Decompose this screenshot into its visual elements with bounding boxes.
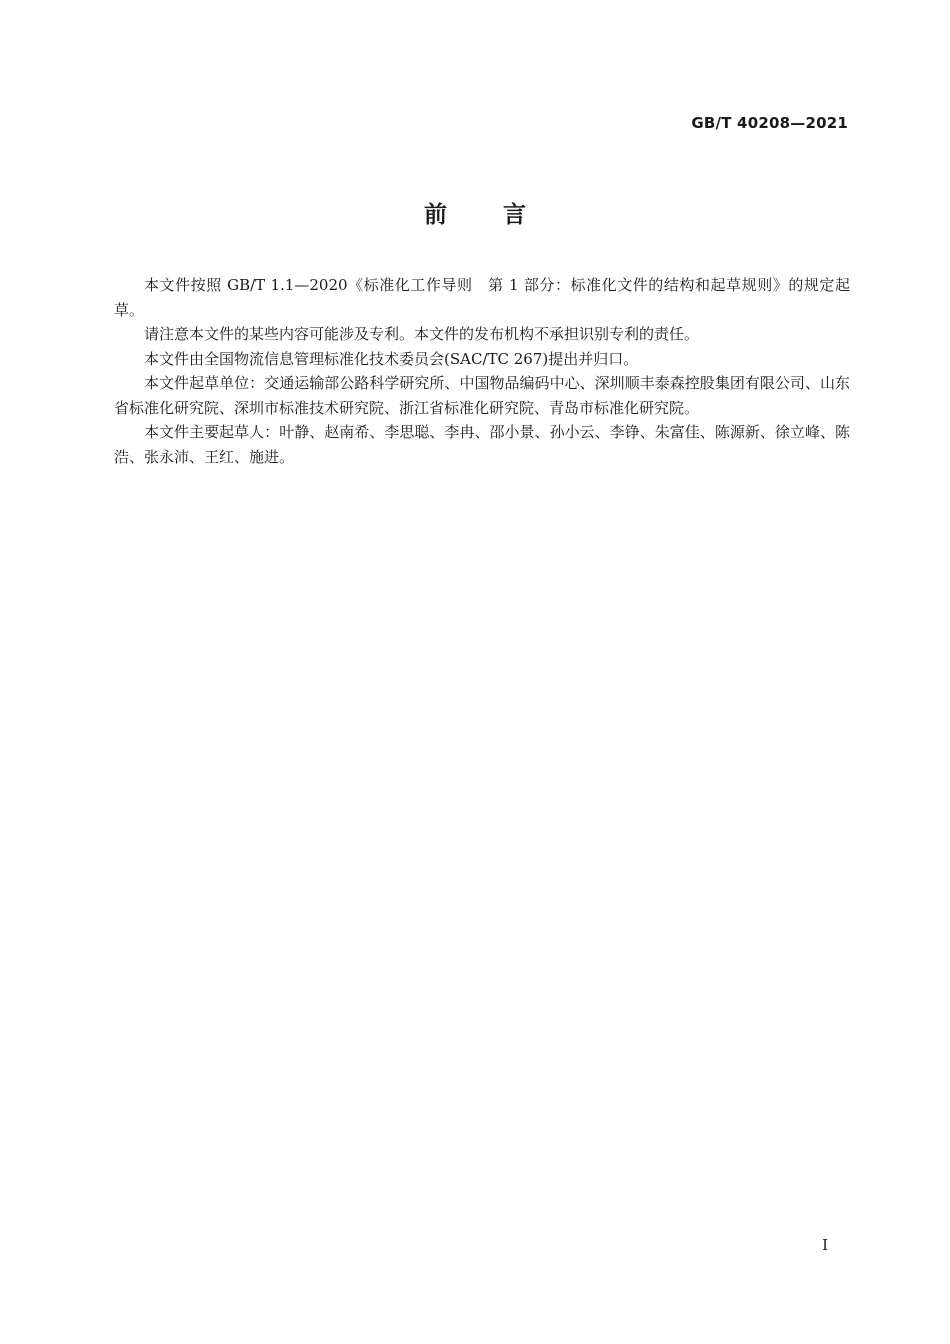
page-number: I (822, 1236, 828, 1254)
paragraph-proposer: 本文件由全国物流信息管理标准化技术委员会(SAC/TC 267)提出并归口。 (144, 349, 639, 368)
paragraph-drafting-rules: 本文件按照 GB/T 1.1—2020《标准化工作导则 第 1 部分：标准化文件的结构和起草规则》的规定起草。 (114, 276, 850, 319)
paragraph-drafters: 本文件主要起草人：叶静、赵南希、李思聪、李冉、邵小景、孙小云、李铮、朱富佳、陈源新、徐立峰、陈浩、张永沛、王红、施进。 (114, 423, 850, 466)
page-title: 前言 (424, 202, 582, 228)
paragraph-drafting-units: 本文件起草单位：交通运输部公路科学研究所、中国物品编码中心、深圳顺丰泰森控股集团有限公司、山东省标准化研究院、深圳市标准技术研究院、浙江省标准化研究院、青岛市标准化研究院。 (114, 374, 850, 417)
document-code: GB/T 40208—2021 (691, 114, 848, 132)
foreword-body (114, 273, 850, 469)
paragraph-patent-notice: 请注意本文件的某些内容可能涉及专利。本文件的发布机构不承担识别专利的责任。 (144, 325, 700, 343)
